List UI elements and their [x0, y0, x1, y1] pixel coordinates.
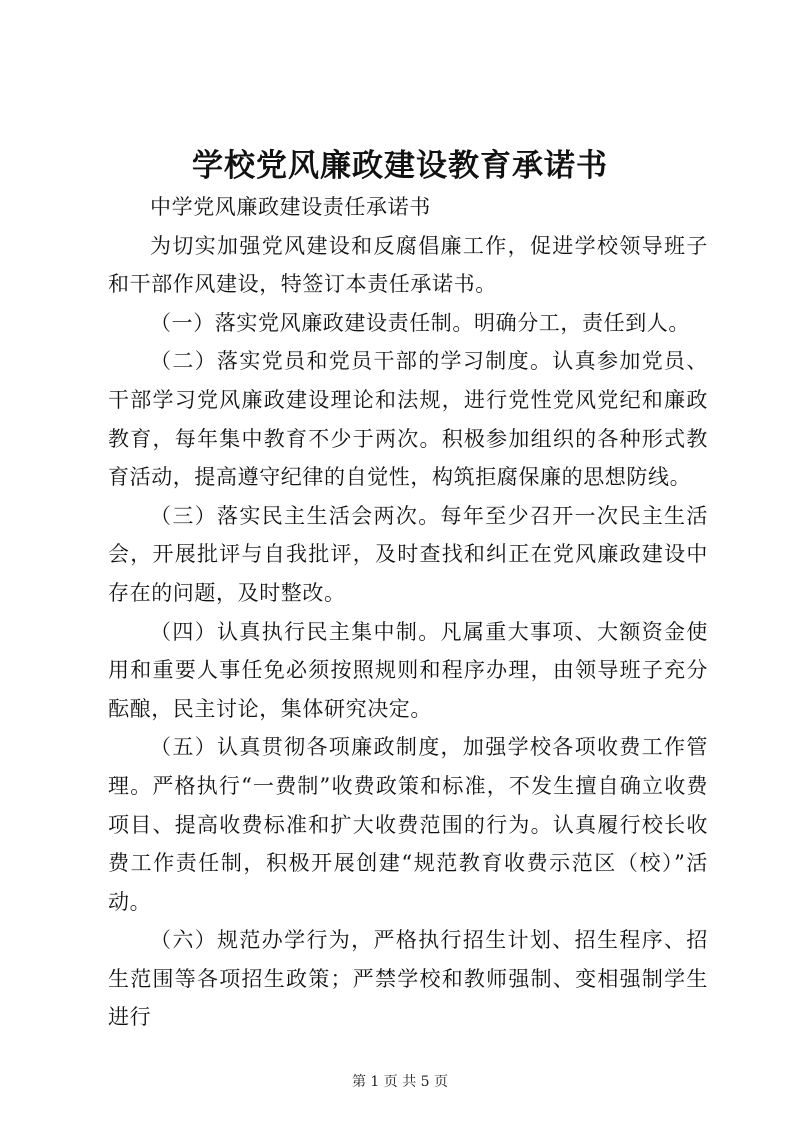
paragraph-item-3: （三）落实民主生活会两次。每年至少召开一次民主生活会，开展批评与自我批评，及时查找和纠正在党风廉政建设中存在的问题，及时整改。 [108, 503, 708, 605]
document-title: 学校党风廉政建设教育承诺书 [192, 148, 608, 184]
paragraph-item-2: （二）落实党员和党员干部的学习制度。认真参加党员、干部学习党风廉政建设理论和法规，进行党性党风党纪和廉政教育，每年集中教育不少于两次。积极参加组织的各种形式教育活动，提高遵守纪律的自觉性，构筑拒腐保廉的思想防线。 [108, 349, 708, 490]
document-body [108, 188, 708, 1037]
paragraph-intro: 为切实加强党风建设和反腐倡廉工作，促进学校领导班子和干部作风建设，特签订本责任承诺书。 [108, 233, 708, 297]
paragraph-item-1: （一）落实党风廉政建设责任制。明确分工，责任到人。 [150, 310, 690, 335]
document-subtitle: 中学党风廉政建设责任承诺书 [150, 195, 431, 219]
paragraph-item-4: （四）认真执行民主集中制。凡属重大事项、大额资金使用和重要人事任免必须按照规则和程序办理，由领导班子充分酝酿，民主讨论，集体研究决定。 [108, 619, 708, 721]
paragraph-item-5: （五）认真贯彻各项廉政制度，加强学校各项收费工作管理。严格执行“一费制”收费政策和标准，不发生擅自确立收费项目、提高收费标准和扩大收费范围的行为。认真履行校长收费工作责任制，积极开展创建“规范教育收费示范区（校）”活动。 [108, 735, 708, 914]
paragraph-item-6: （六）规范办学行为，严格执行招生计划、招生程序、招生范围等各项招生政策；严禁学校和教师强制、变相强制学生进行 [108, 928, 708, 1030]
page-footer: 第 1 页 共 5 页 [351, 1074, 449, 1090]
